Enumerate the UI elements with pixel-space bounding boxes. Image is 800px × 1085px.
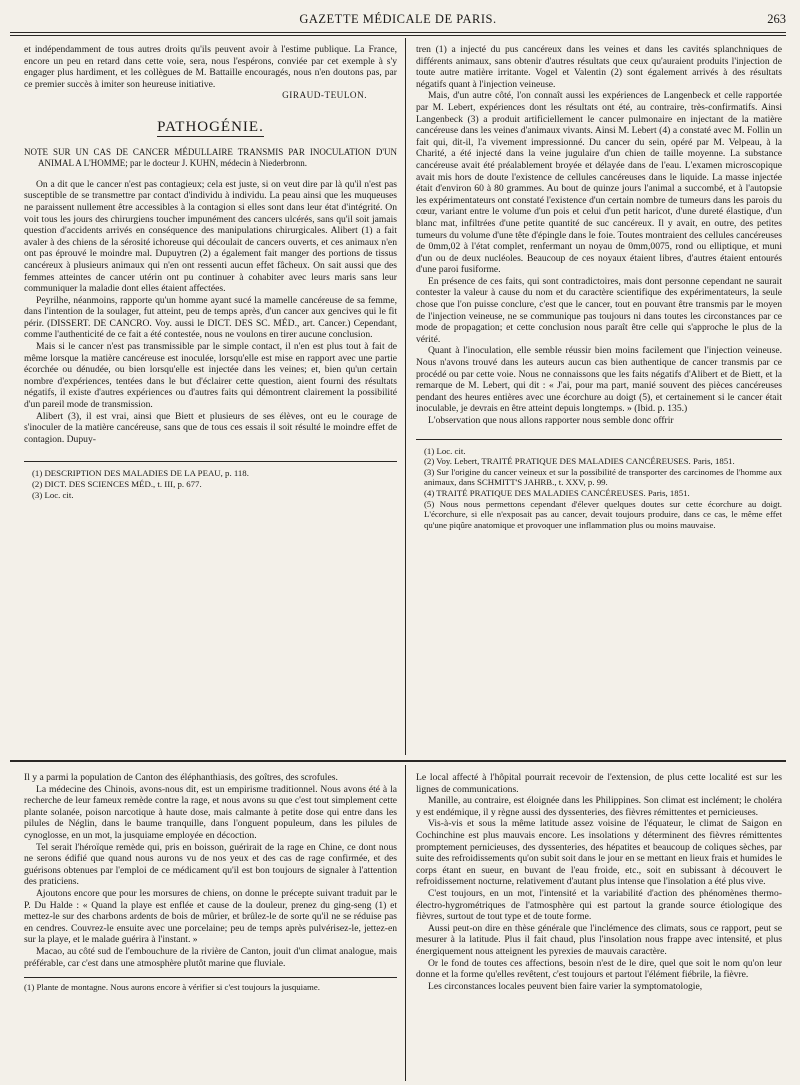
journal-title: GAZETTE MÉDICALE DE PARIS. [299, 12, 497, 26]
intro-paragraph: et indépendamment de tous autres droits qu'ils peuvent avoir à l'estime publique. La France, encore un peu en retard dans cette voie, sera, nous l'espérons, conviée par cet exemple à s'y engager plus hardiment, et les collègues de M. Battaille encouragés, nous n'en doutons pas, par ce premier succès à imiter son heureuse initiative. [24, 44, 397, 90]
footnote: (1) Loc. cit. [424, 445, 466, 456]
column-rule-top [405, 38, 406, 755]
page-number: 263 [767, 12, 786, 26]
article-paragraph: Quant à l'inoculation, elle semble réussir bien moins facilement que l'injection veineuse. Nous n'avons trouvé dans les auteurs aucun cas bien authentique de cancer transmis par ce procédé ou par cette voie. Nous ne connaissons que les faits négatifs d'Alibert et de Biett, et la remarque de M. Lebert, qui dit : « J'ai, pour ma part, manié souvent des pièces cancéreuses pendant des heures entières avec une écorchure au doigt (5), et certainement si le cancer était inoculable, je devrais en être atteint depuis longtemps. » (Ibid. p. 135.) [416, 345, 782, 415]
footnote: (1) Plante de montagne. Nous aurons encore à vérifier si c'est toujours la jusquiame. [24, 982, 320, 993]
article-paragraph: tren (1) a injecté du pus cancéreux dans les veines et dans les cavités splanchniques de différents animaux, sans obtenir d'autres résultats que ceux qu'auraient produits l'injection de toute autre matière irritante. Vogel et Valentin (2) sont également arrivés à des résultats négatifs quant à l'injection veineuse. [416, 44, 782, 90]
footnotes [416, 446, 782, 531]
article-paragraph: L'observation que nous allons rapporter nous semble donc offrir [428, 415, 674, 426]
article-title: NOTE SUR UN CAS DE CANCER MÉDULLAIRE TRANSMIS PAR INOCULATION D'UN ANIMAL A L'HOMME; par le docteur J. KUHN, médecin à Niederbronn. [24, 146, 397, 169]
footnote: (3) Sur l'origine du cancer veineux et sur la possibilité de transporter des carcinomes de l'homme aux animaux, dans SCHMITT'S JAHRB., t. XXV, p. 99. [424, 466, 782, 488]
footnote-rule [416, 439, 782, 440]
article-paragraph: Alibert (3), il est vrai, ainsi que Biett et plusieurs de ses élèves, ont eu le courage de s'inoculer de la matière cancéreuse, sans que de tous ces essais il soit résulté le moindre effet de contagion. Dupuy- [24, 410, 397, 445]
column-rule-bottom [405, 765, 406, 1081]
section-heading: PATHOGÉNIE. [157, 118, 264, 135]
footnote-rule [24, 977, 397, 978]
article-paragraph: Mais, d'un autre côté, l'on connaît aussi les expériences de Langenbeck et celle rapportée par M. Lebert, expériences dont les résultats ont été, au contraire, très-confirmatifs. Ainsi Langenbeck (3) a produit artificiellement le cancer pulmonaire en injectant de la matière cancéreuse dans les veines d'animaux vivants. Ainsi M. Lebert (4) a constaté avec M. Follin un fait qui, dit-il, l'a vivement impressionné. Du cancer du sein, opéré par M. Velpeau, à la Charité, a été injecté dans la veine jugulaire d'un chien de taille moyenne. La substance cancéreuse avait été préalablement broyée et délayée dans de l'eau. L'examen microscopique avait mis hors de doute l'existence de cellules cancéreuses dans le liquide. La masse injectée était d'environ 60 à 80 grammes. Au bout de quinze jours l'animal a succombé, et à l'autopsie les expérimentateurs ont constaté l'existence d'un certain nombre de tumeurs dans les parois du cœur, variant entre le volume d'un pois et celui d'un petit haricot, d'une dureté élastique, d'un blanc mat, infiltrées d'une petite quantité de suc cancéreux. Il y avait, en outre, des petites tumeurs du volume d'une tête d'épingle dans le foie. Toutes montraient des cellules cancéreuses de 0mm,02 à l'état complet, renfermant un noyau de 0mm,0075, rond ou elliptique, et muni d'un ou de deux nucléoles. Beaucoup de ces noyaux étaient libres, d'autres étaient entourés d'une paroi fusiforme. [416, 90, 782, 276]
article-paragraph: Mais si le cancer n'est pas transmissible par le simple contact, il n'en est plus tout à fait de même lorsque la matière cancéreuse est inoculée, lorsqu'elle est mise en rapport avec une partie écorchée ou dénudée, ou bien lorsqu'elle est injectée dans les veines; et, bien qu'un certain nombre d'expériences, tentées dans le but d'éclairer cette question, aient fourni des résultats négatifs, il existe d'autres expériences ou d'autres faits qui démontrent clairement la possibilité d'un pareil mode de transmission. [24, 341, 397, 411]
footnote: (1) DESCRIPTION DES MALADIES DE LA PEAU, p. 118. [32, 468, 249, 479]
article-paragraph: Le local affecté à l'hôpital pourrait recevoir de l'extension, de plus cette localité est sur les lignes de communications. [416, 772, 782, 795]
article-paragraph: Tel serait l'héroïque remède qui, pris en boisson, guérirait de la rage en Chine, ce dont nous ne serons édifié que quand nous aurons vu de nos yeux et des cas de rage confirmée, et des guérisons obtenues par l'emploi de ce médicament qu'il est bon toujours de signaler à l'attention des praticiens. [24, 841, 397, 888]
author-signature: GIRAUD-TEULON. [282, 90, 367, 101]
right-column-top [416, 44, 782, 756]
article-paragraph: Peyrilhe, néanmoins, rapporte qu'un homme ayant sucé la mamelle cancéreuse de sa femme, dans l'intention de la soulager, fut atteint, peu de temps après, d'un cancer aux gencives qui le fit périr. (DISSERT. DE CANCRO. Voy. aussi le DICT. DES SC. MÉD., art. Cancer.) Cependant, comme l'authenticité de ce fait a été contestée, nous ne voulons en tirer aucune conclusion. [24, 294, 397, 341]
header-rule [10, 32, 786, 33]
article-paragraph: Manille, au contraire, est éloignée dans les Philippines. Son climat est inclément; le choléra y est endémique, il y règne aussi des dyssenteries, des fièvres rémittentes et pernicieuses. [416, 795, 782, 818]
article-paragraph: Ajoutons encore que pour les morsures de chiens, on donne le précepte suivant traduit par le P. Du Halde : « Quand la playe est enflée et cause de la douleur, prenez du ging-seng (1) et mettez-le sur des charbons ardents de bois de mûrier, et brûlez-le de sorte qu'il ne se réduise pas en cendres. Couvrez-le ensuite avec une porcelaine; peu de temps après pulvérisez-le, jettez-en sur la playe, et le malade guérira à l'instant. » [24, 887, 397, 946]
article-paragraph: Or le fond de toutes ces affections, besoin n'est de le dire, quel que soit le nom qu'on leur donne et la forme qu'elles revêtent, c'est toujours et partout l'élément fiébrile, la fièvre. [416, 957, 782, 981]
footnote-rule [24, 461, 397, 462]
footnote: (5) Nous nous permettons cependant d'élever quelques doutes sur cette écorchure au doigt. L'écorchure, si elle n'exposait pas au cancer, devait toujours produire, dans ce cas, le même effet qu'une piqûre anatomique et provoquer une inflammation plus ou moins mauvaise. [424, 498, 782, 530]
footnote: (3) Loc. cit. [32, 489, 74, 500]
footnote: (2) Voy. Lebert, TRAITÉ PRATIQUE DES MALADIES CANCÉREUSES. Paris, 1851. [424, 456, 735, 467]
footnote: (2) DICT. DES SCIENCES MÉD., t. III, p. 677. [32, 479, 202, 489]
header-rule-double [10, 35, 786, 36]
footnotes [24, 468, 397, 500]
article-paragraph: Aussi peut-on dire en thèse générale que l'inclémence des climats, sous ce rapport, peut se mesurer à la latitude. Plus il fait chaud, plus l'insolation nous frappe avec intensité, et plus énergiquement nous atteignent les pyrexies de mauvais caractère. [416, 922, 782, 957]
article-paragraph: Macao, au côté sud de l'embouchure de la rivière de Canton, jouit d'un climat analogue, mais préférable, car c'est dans une atmosphère plutôt marine que fluviale. [24, 945, 397, 969]
footnote: (4) TRAITÉ PRATIQUE DES MALADIES CANCÉREUSES. Paris, 1851. [424, 487, 690, 498]
article-paragraph: Les circonstances locales peuvent bien faire varier la symptomatologie, [428, 980, 703, 992]
article-paragraph: En présence de ces faits, qui sont contradictoires, mais dont personne cependant ne saurait contester la valeur à cause du nom et du caractère scientifique des expérimentateurs, la seule chose que l'on puisse conclure, c'est que le cancer, tout en pouvant être transmis par le moyen de l'injection veineuse, ne se communique pas toujours ni dans toutes les circonstances par ce mode de propagation; et cette conclusion nous paraît être celle qui s'approche le plus de la vérité. [416, 275, 782, 345]
article-paragraph: Vis-à-vis et sous la même latitude assez voisine de l'équateur, le climat de Saigon en Cochinchine est plus mauvais encore. Les insolations y déterminent des fièvres rémittentes promptement pernicieuses, des dyssenteries, des hépatites et beaucoup de coliques sèches, par suite des refroidissements qu'on subit soit dans le jour en se mettant en lieux frais et humides le corps étant en sueur, en buvant de l'eau froide, etc., soit en subissant à découvert le refroidissement nocturne, relativement d'autant plus intense que l'insolation a été plus vive. [416, 818, 782, 888]
left-column-bottom [24, 772, 397, 1082]
article-paragraph: Il y a parmi la population de Canton des éléphanthiasis, des goîtres, des scrofules. [24, 772, 338, 783]
article-paragraph: On a dit que le cancer n'est pas contagieux; cela est juste, si on veut dire par là qu'il n'est pas susceptible de se transmettre par contact d'individu à individu. La peau ainsi que les muqueuses ne paraissent nullement être accessibles à la contagion si elles sont dans leur état d'intégrité. On voit tous les jours des chirurgiens toucher impunément des cancers ulcérés, sans qu'il soit jamais question d'accidents arrivés en conséquence des manipulations chirurgicales. Alibert (1) a fait avaler à des chiens de la sérosité ichoreuse qui découlait de cancers ouverts, et ces animaux n'en ont pas éprouvé le moindre mal. Dupuytren (2) a également fait manger des portions de tissus cancéreux à plusieurs animaux qui n'en ont ressenti aucun effet fâcheux. On sait aussi que des femmes atteintes de cancer utérin ont pu continuer à cohabiter avec leurs maris sans leur communiquer la maladie dont elles étaient affectées. [24, 178, 397, 295]
section-separator [10, 760, 786, 762]
left-column-top [24, 44, 397, 756]
article-paragraph: C'est toujours, en un mot, l'intensité et la variabilité d'action des phénomènes thermo-électro-hygrométriques de l'atmosphère qui est partout la grande source étiologique des fièvres, surtout de tout type et de toute forme. [416, 887, 782, 923]
right-column-bottom [416, 772, 782, 1082]
article-paragraph: La médecine des Chinois, avons-nous dit, est un empirisme traditionnel. Nous avons été à la recherche de leur fameux remède contre la rage, et nous avons su que c'est tout simplement cette plante solanée, poison narcotique à haute dose, mais calmante à petite dose qui entre dans les pilules de Néglin, dans le baume tranquille, dans l'onguent populeum, dans les pilules de cynoglosse, en un mot, la jusquiame employée en décoction. [24, 783, 397, 841]
